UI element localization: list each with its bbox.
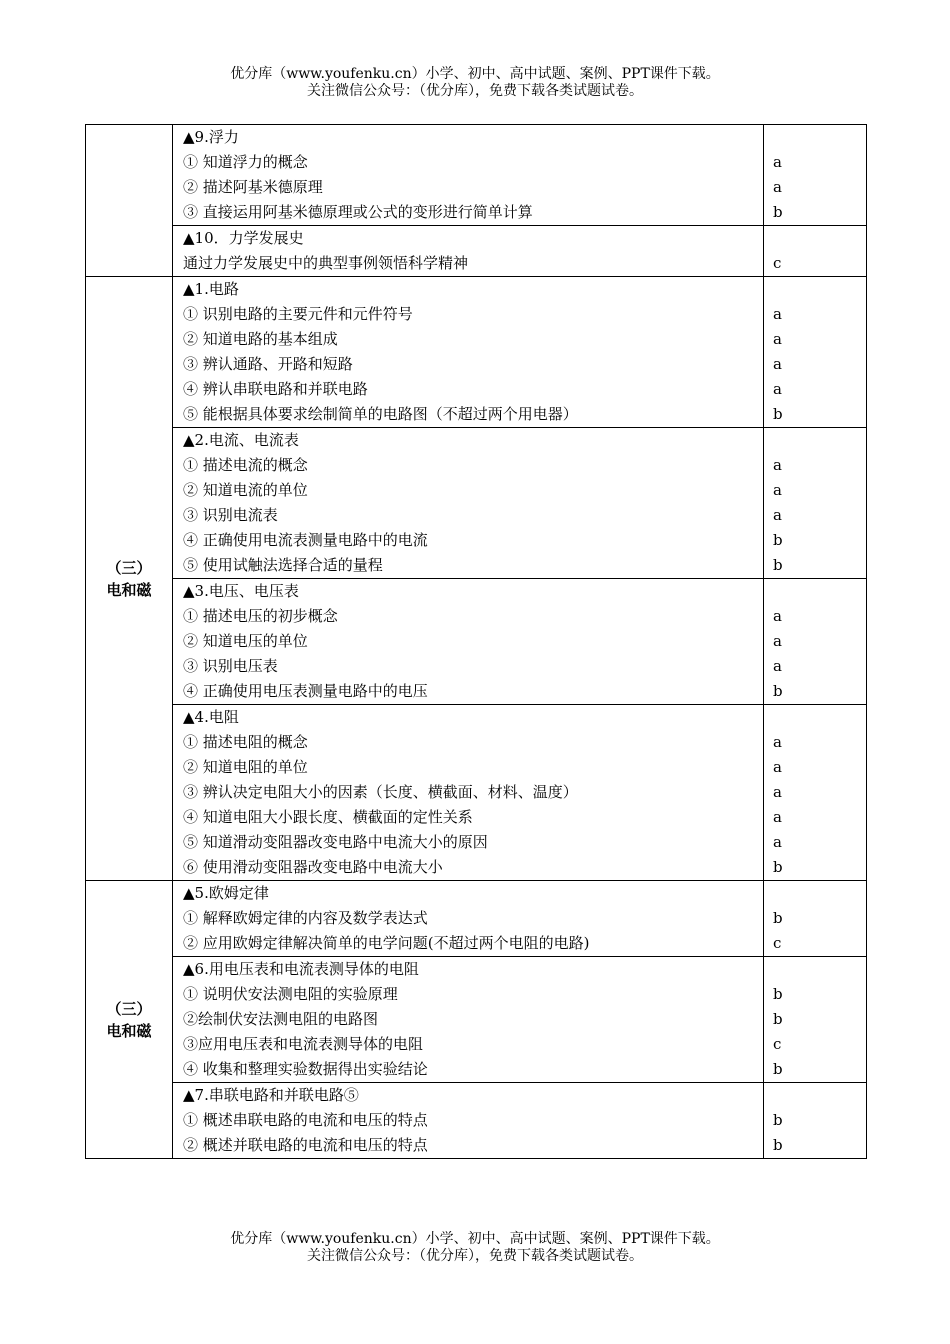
level-blank [764, 226, 866, 251]
level-blank [764, 881, 866, 906]
section-content-cell [173, 428, 764, 579]
level-value: b [773, 985, 783, 1003]
header-line-2: 关注微信公众号：（优分库），免费下载各类试题试卷。 [307, 83, 643, 99]
level-value: a [773, 481, 782, 499]
objective-item: ② 描述阿基米德原理 [183, 178, 323, 196]
section-title: ▲6.用电压表和电流表测导体的电阻 [183, 960, 419, 978]
section-row [86, 226, 867, 277]
objective-item: ② 概述并联电路的电流和电压的特点 [183, 1136, 428, 1154]
objective-item: ⑥ 使用滑动变阻器改变电路中电流大小 [183, 858, 443, 876]
objective-item: ① 描述电阻的概念 [183, 733, 308, 751]
objective-item: ④ 收集和整理实验数据得出实验结论 [183, 1060, 428, 1078]
section-title: ▲4.电阻 [183, 708, 239, 726]
level-value: b [773, 203, 783, 221]
level-value: c [773, 934, 782, 952]
category-cell [86, 125, 173, 277]
level-value: b [773, 1010, 783, 1028]
objective-item: ④ 正确使用电流表测量电路中的电流 [183, 531, 428, 549]
section-row [86, 705, 867, 881]
level-value: a [773, 305, 782, 323]
level-blank [764, 579, 866, 604]
objective-item: ② 知道电路的基本组成 [183, 330, 338, 348]
level-value: a [773, 178, 782, 196]
section-row [86, 125, 867, 226]
level-cell [764, 226, 867, 277]
level-value: b [773, 405, 783, 423]
objective-item: ②绘制伏安法测电阻的电路图 [183, 1010, 379, 1028]
objective-item: ② 知道电压的单位 [183, 632, 308, 650]
level-value: a [773, 153, 782, 171]
objective-item: 通过力学发展史中的典型事例领悟科学精神 [183, 254, 469, 272]
objective-item: ① 知道浮力的概念 [183, 153, 308, 171]
level-value: c [773, 254, 782, 272]
level-blank [764, 1083, 866, 1108]
level-cell [764, 705, 867, 881]
level-value: b [773, 909, 783, 927]
section-title: ▲7.串联电路和并联电路⑤ [183, 1086, 359, 1104]
footer-line-2: 关注微信公众号：（优分库），免费下载各类试题试卷。 [307, 1248, 643, 1264]
objective-item: ④ 知道电阻大小跟长度、横截面的定性关系 [183, 808, 473, 826]
level-value: a [773, 607, 782, 625]
level-cell [764, 881, 867, 957]
level-blank [764, 277, 866, 302]
level-cell [764, 579, 867, 705]
level-value: a [773, 808, 782, 826]
level-value: b [773, 1136, 783, 1154]
category-number: （三） [106, 999, 152, 1018]
section-content-cell [173, 881, 764, 957]
section-content-cell [173, 277, 764, 428]
level-cell [764, 277, 867, 428]
level-value: b [773, 858, 783, 876]
level-value: b [773, 556, 783, 574]
level-value: b [773, 1111, 783, 1129]
category-number: （三） [106, 558, 152, 577]
section-title: ▲1.电路 [183, 280, 239, 298]
level-cell [764, 428, 867, 579]
level-value: a [773, 632, 782, 650]
category-cell [86, 881, 173, 1159]
objective-item: ② 知道电流的单位 [183, 481, 308, 499]
section-title: ▲10．力学发展史 [183, 229, 304, 247]
category-name: 电和磁 [106, 580, 152, 599]
level-value: a [773, 833, 782, 851]
footer-line-1: 优分库（www.youfenku.cn）小学、初中、高中试题、案例、PPT课件下载。 [230, 1231, 720, 1247]
objective-item: ④ 辨认串联电路和并联电路 [183, 380, 368, 398]
objective-item: ③ 辨认通路、开路和短路 [183, 355, 353, 373]
level-value: a [773, 657, 782, 675]
section-row [86, 957, 867, 1083]
header-line-1: 优分库（www.youfenku.cn）小学、初中、高中试题、案例、PPT课件下载。 [230, 66, 720, 82]
section-row [86, 1083, 867, 1159]
section-content-cell [173, 957, 764, 1083]
level-cell [764, 957, 867, 1083]
section-row [86, 277, 867, 428]
page-footer [0, 1231, 950, 1265]
objective-item: ⑤ 使用试触法选择合适的量程 [183, 556, 383, 574]
objective-item: ① 说明伏安法测电阻的实验原理 [183, 985, 398, 1003]
section-title: ▲2.电流、电流表 [183, 431, 299, 449]
level-value: c [773, 1035, 782, 1053]
objective-item: ③ 识别电压表 [183, 657, 278, 675]
objective-item: ① 概述串联电路的电流和电压的特点 [183, 1111, 428, 1129]
section-row [86, 579, 867, 705]
level-value: a [773, 758, 782, 776]
objective-item: ⑤ 知道滑动变阻器改变电路中电流大小的原因 [183, 833, 488, 851]
level-value: a [773, 456, 782, 474]
objective-item: ① 识别电路的主要元件和元件符号 [183, 305, 413, 323]
objective-item: ① 描述电流的概念 [183, 456, 308, 474]
objective-item: ① 描述电压的初步概念 [183, 607, 338, 625]
section-title: ▲9.浮力 [183, 128, 239, 146]
section-title: ▲5.欧姆定律 [183, 884, 269, 902]
objective-item: ③应用电压表和电流表测导体的电阻 [183, 1035, 424, 1053]
objective-item: ⑤ 能根据具体要求绘制简单的电路图（不超过两个用电器） [183, 405, 578, 423]
level-value: a [773, 733, 782, 751]
objective-item: ① 解释欧姆定律的内容及数学表达式 [183, 909, 428, 927]
level-blank [764, 428, 866, 453]
objective-item: ③ 识别电流表 [183, 506, 278, 524]
level-value: a [773, 380, 782, 398]
objective-item: ② 知道电阻的单位 [183, 758, 308, 776]
category-cell [86, 277, 173, 881]
section-row [86, 881, 867, 957]
section-content-cell [173, 579, 764, 705]
objective-item: ③ 辨认决定电阻大小的因素（长度、横截面、材料、温度） [183, 783, 578, 801]
level-cell [764, 1083, 867, 1159]
level-value: b [773, 1060, 783, 1078]
level-blank [764, 705, 866, 730]
page-header [0, 66, 950, 100]
section-content-cell [173, 1083, 764, 1159]
section-content-cell [173, 125, 764, 226]
level-cell [764, 125, 867, 226]
category-name: 电和磁 [106, 1021, 152, 1040]
section-content-cell [173, 226, 764, 277]
level-value: b [773, 531, 783, 549]
section-content-cell [173, 705, 764, 881]
section-row [86, 428, 867, 579]
section-title: ▲3.电压、电压表 [183, 582, 299, 600]
objective-item: ② 应用欧姆定律解决简单的电学问题(不超过两个电阻的电路) [183, 934, 590, 952]
level-blank [764, 125, 866, 150]
objective-item: ④ 正确使用电压表测量电路中的电压 [183, 682, 428, 700]
objective-item: ③ 直接运用阿基米德原理或公式的变形进行简单计算 [183, 203, 533, 221]
level-value: a [773, 506, 782, 524]
level-value: b [773, 682, 783, 700]
level-value: a [773, 355, 782, 373]
level-value: a [773, 783, 782, 801]
curriculum-table [85, 124, 867, 1159]
level-value: a [773, 330, 782, 348]
level-blank [764, 957, 866, 982]
